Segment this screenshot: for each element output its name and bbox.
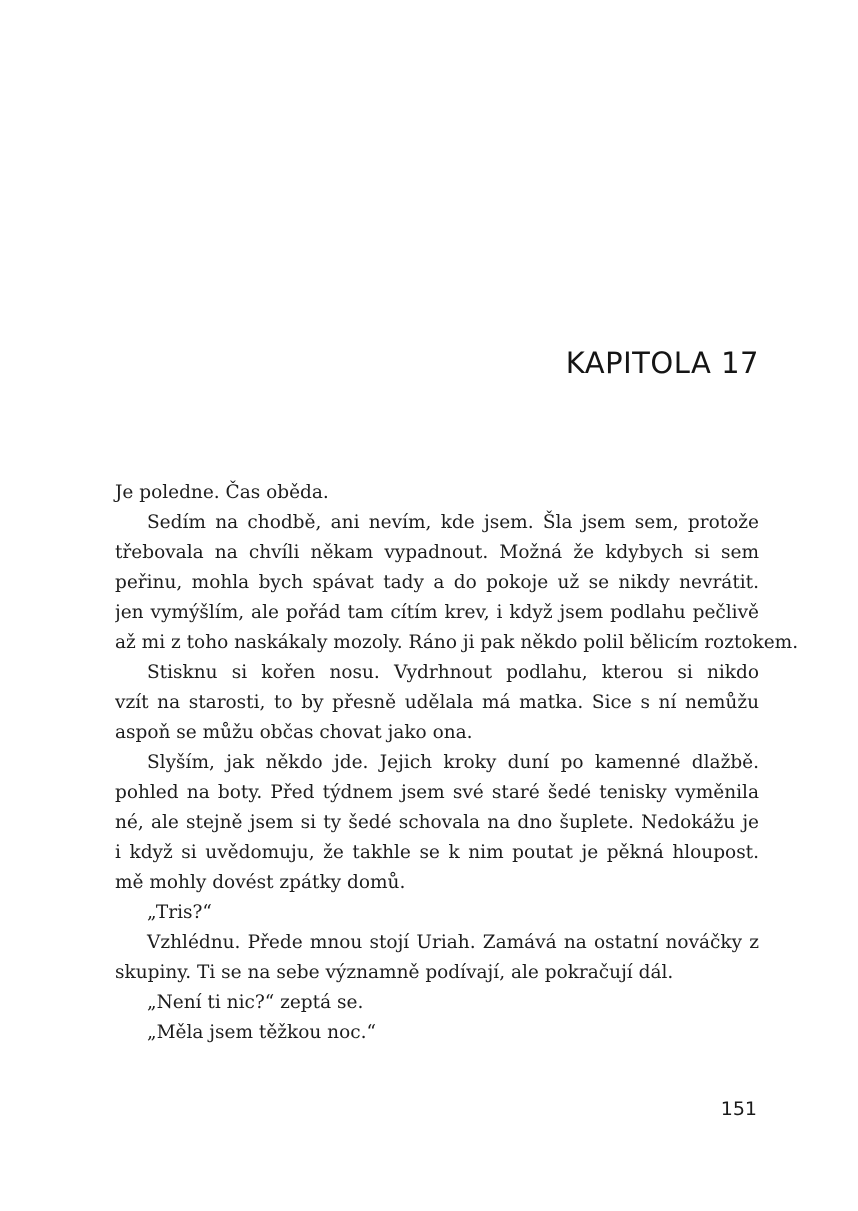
text-line: peřinu, mohla bych spávat tady a do pokoje už se nikdy nevrátit.: [115, 572, 759, 593]
text-line: třebovala na chvíli někam vypadnout. Možná že kdybych si sem: [115, 542, 759, 563]
text-line: jen vymýšlím, ale pořád tam cítím krev, i když jsem podlahu pečlivě: [115, 602, 759, 623]
text-line: vzít na starosti, to by přesně udělala má matka. Sice s ní nemůžu: [115, 692, 759, 713]
text-line: „Tris?“: [147, 902, 212, 923]
text-line: Vzhlédnu. Přede mnou stojí Uriah. Zamává na ostatní nováčky z: [147, 932, 759, 953]
text-line: Je poledne. Čas oběda.: [115, 482, 329, 503]
page-number: 151: [720, 1098, 757, 1120]
text-line: Sedím na chodbě, ani nevím, kde jsem. Šla jsem sem, protože: [147, 512, 759, 533]
text-line: „Měla jsem těžkou noc.“: [147, 1022, 376, 1043]
text-line: Stisknu si kořen nosu. Vydrhnout podlahu, kterou si nikdo: [147, 662, 759, 683]
chapter-title: KAPITOLA 17: [565, 346, 759, 380]
text-line: aspoň se můžu občas chovat jako ona.: [115, 722, 473, 743]
chapter-body: [115, 478, 799, 1048]
text-line: „Není ti nic?“ zeptá se.: [147, 992, 364, 1013]
text-line: Slyším, jak někdo jde. Jejich kroky duní po kamenné dlažbě.: [147, 752, 759, 773]
text-line: pohled na boty. Před týdnem jsem své staré šedé tenisky vyměnila: [115, 782, 759, 803]
text-line: až mi z toho naskákaly mozoly. Ráno ji pak někdo polil bělicím roztokem.: [115, 632, 799, 653]
text-line: né, ale stejně jsem si ty šedé schovala na dno šuplete. Nedokážu je: [115, 812, 759, 833]
text-line: i když si uvědomuju, že takhle se k nim poutat je pěkná hloupost.: [115, 842, 759, 863]
text-line: skupiny. Ti se na sebe významně podívají, ale pokračují dál.: [115, 962, 674, 983]
text-line: mě mohly dovést zpátky domů.: [115, 872, 406, 893]
